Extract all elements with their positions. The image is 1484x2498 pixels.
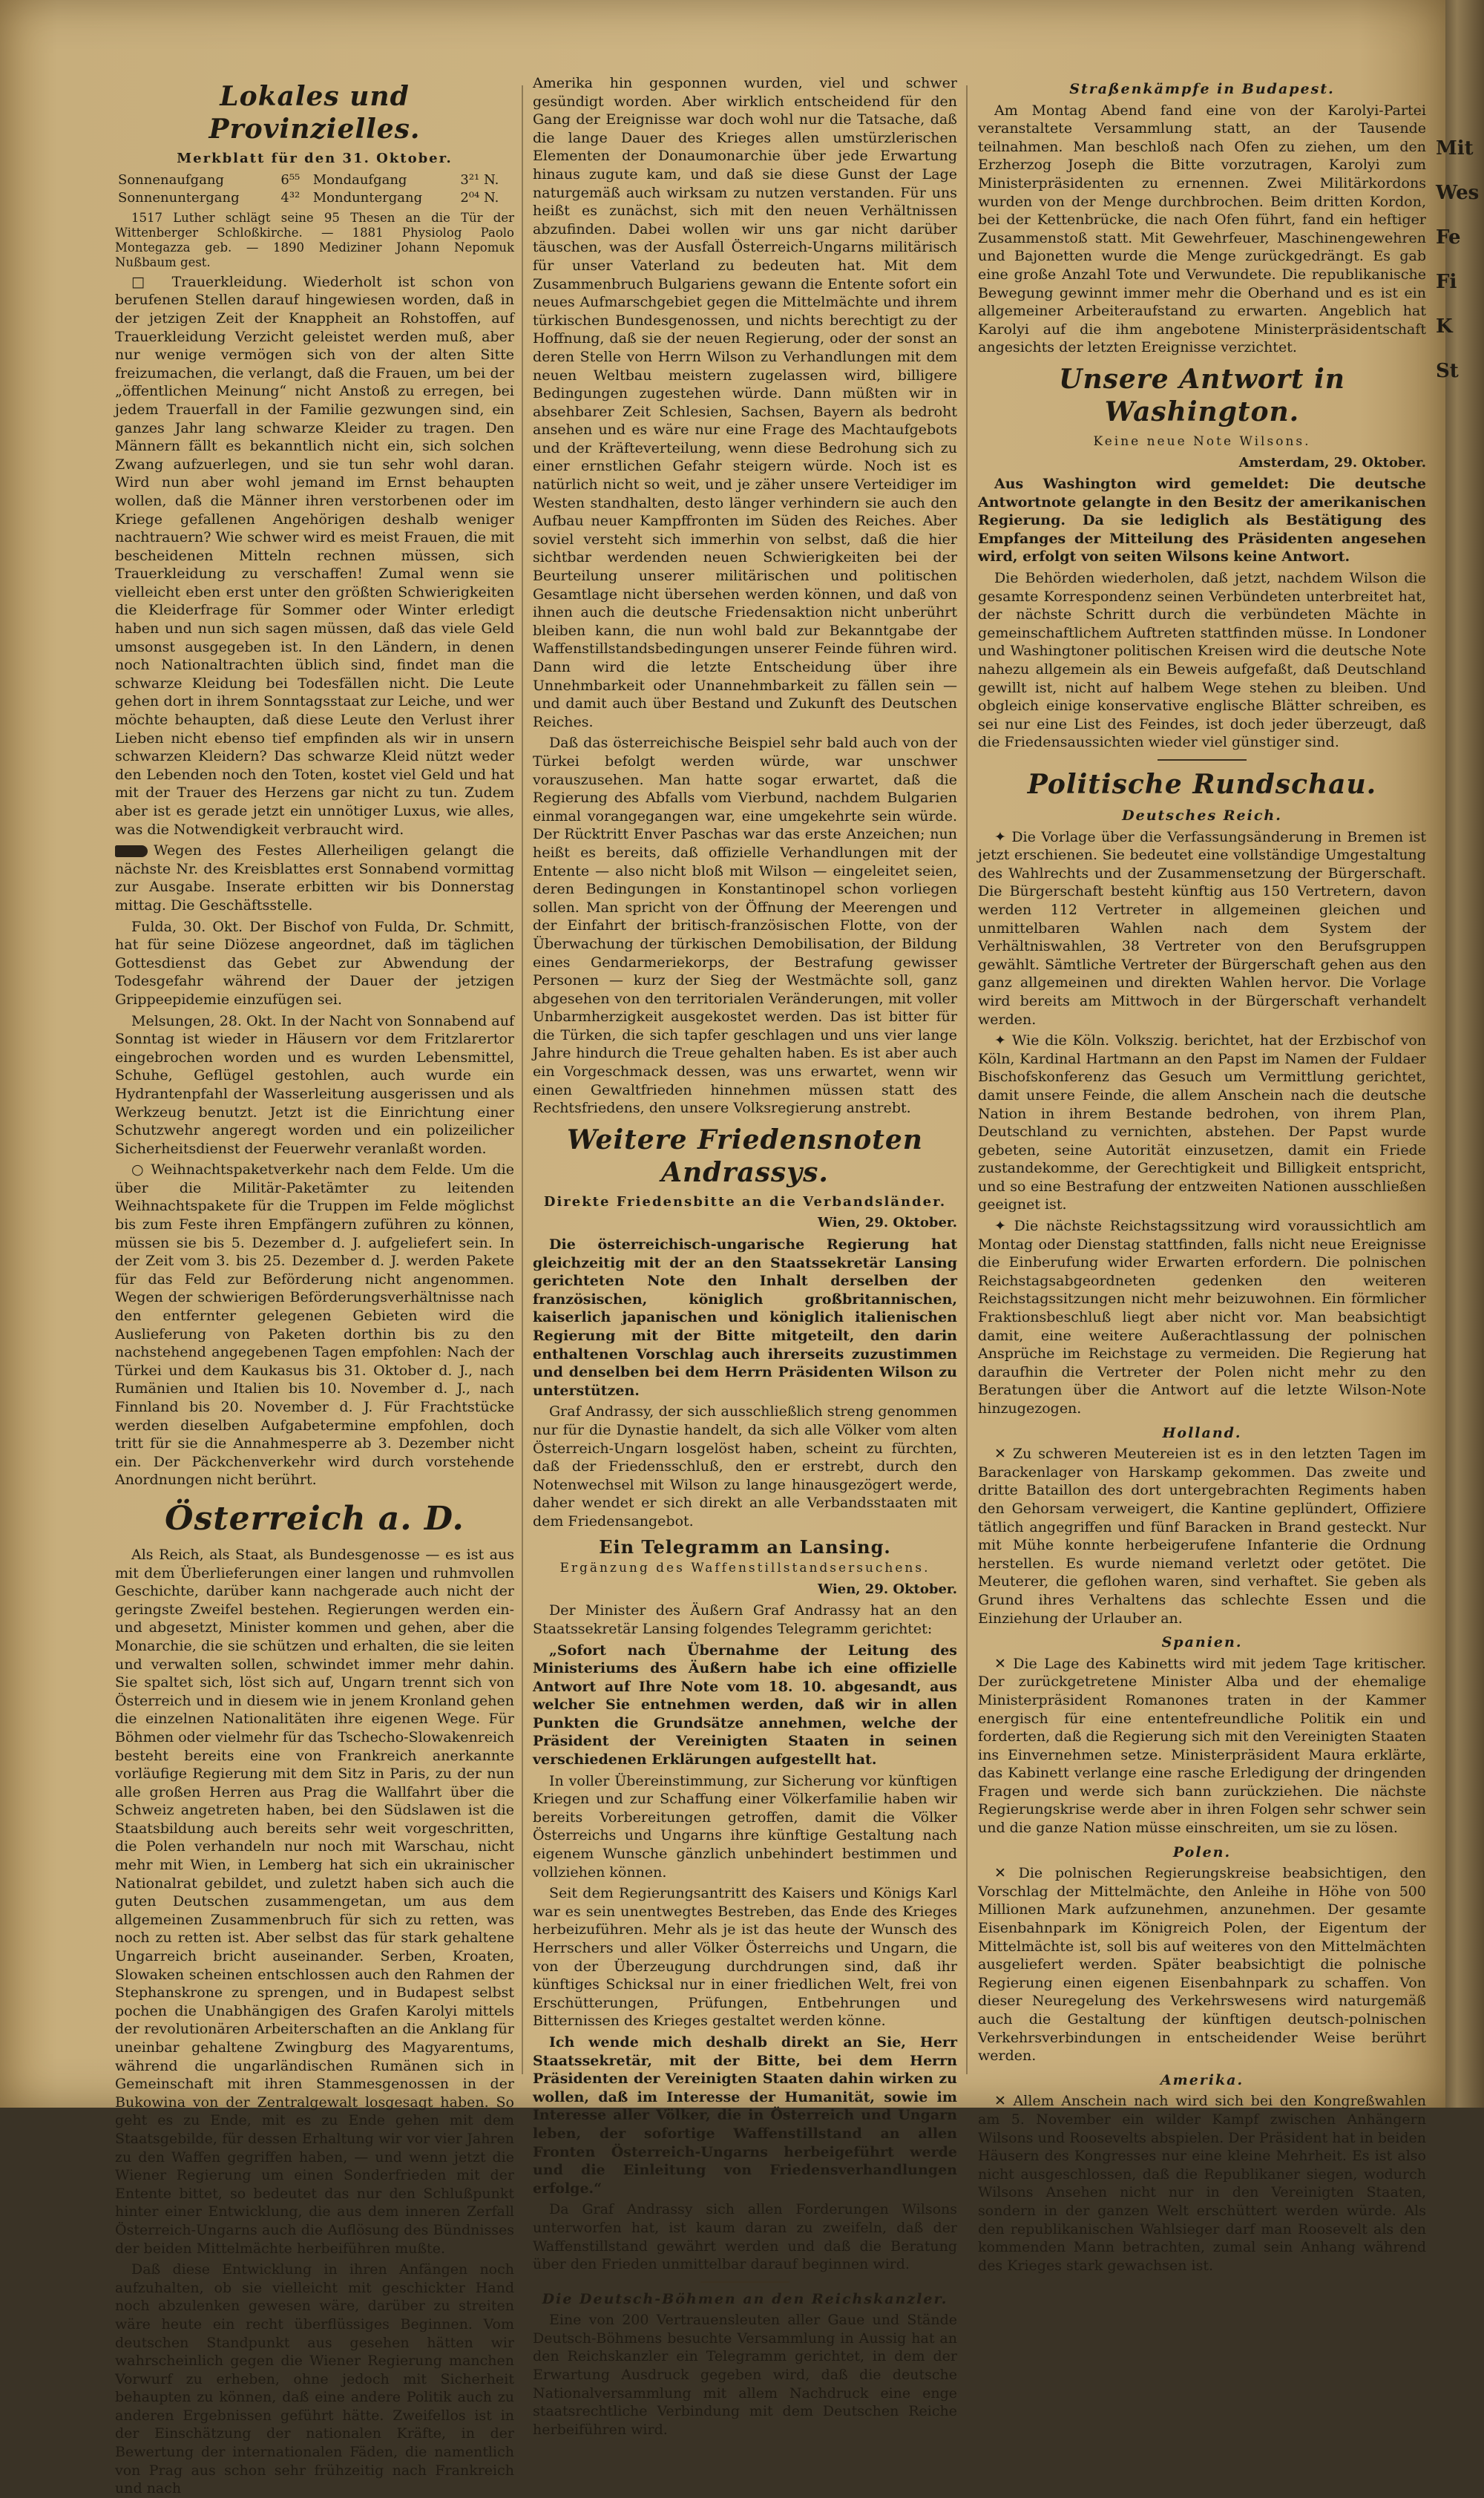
lansing-p1: Der Minister des Äußern Graf Andrassy hat an den Staatssekretär Lansing folgendes Telegramm gerichtet: — [533, 1602, 957, 1637]
edge-fragment: Fi — [1436, 271, 1457, 293]
article-melsungen: Melsungen, 28. Okt. In der Nacht von Sonnabend auf Sonntag ist wieder in Häusern vor dem Fritzlarertor eingebrochen worden und es wurden Lebensmittel, Schuhe, Geflügel gestohlen, auch wurde ein Hydrantenpfahl der Wasserleitung ausgerissen und als Werkzeug benutzt. Jetzt ist die Einrichtung einer Schutzwehr angeregt worden und ein polizeilicher Sicherheitsdienst der Feuerwehr veranlaßt worden. — [115, 1012, 514, 1157]
reich-p1: ✦ Die Vorlage über die Verfassungsänderung in Bremen ist jetzt erschienen. Sie bedeutet eine vollständige Umgestaltung des Wahlrechts und der Zusammensetzung der Bürgerschaft. Die Bürgerschaft besteht künftig aus 150 Vertretern, davon werden 112 Vertreter in allgemeinen gleichen und unmittelbaren Wahlen nach dem System der Verhältniswahlen, 38 Vertreter von den Berufsgruppen gewählt. Sämtliche Vertreter der Bürgerschaft gehen aus den ganz allgemeinen und direkten Wahlen hervor. Die Vorlage wird bereits am Mittwoch in der Bürgerschaft verhandelt werden. — [978, 828, 1426, 1028]
washington-lead: Aus Washington wird gemeldet: Die deutsche Antwortnote gelangte in den Besitz der amerikanischen Regierung. Da sie lediglich als Bestätigung des Empfanges der Mitteilung des Präsidenten angesehen wird, erfolgt von seiten Wilsons keine Antwort. — [978, 476, 1426, 566]
budapest-body: Am Montag Abend fand eine von der Karolyi-Partei veranstaltete Versammlung statt, an der Tausende teilnahmen. Man beschloß nach Ofen zu ziehen, um den Erzherzog Joseph die Bitte vorzutragen, Karolyi zum Ministerpräsidenten zu ernennen. Zwei Militärkordons wurden von der Menge durchbrochen. Beim dritten Kordon, bei der Kettenbrücke, die nach Ofen führt, fand ein heftiger Zusammenstoß statt. Mit Gewehrfeuer, Maschinengewehren und Bajonetten wurde die Menge zurückgedrängt. Es gab eine große Anzahl Tote und Verwundete. Die republikanische Bewegung gewinnt immer mehr die Oberhand und es ist ein allgemeiner Arbeiteraufstand zu erwarten. Angeblich hat Karolyi auf die ihm angebotene Ministerpräsidentschaft angesichts der letzten Ereignisse verzichtet. — [978, 102, 1426, 356]
deutsch-boehmen-body: Eine von 200 Vertrauensleuten aller Gaue und Stände Deutsch-Böhmens besuchte Versammlung in Aussig hat an den Reichskanzler ein Telegramm gerichtet, in dem der Erwartung Ausdruck gegeben wird, daß die deutsche Nationalversammlung mit allem Nachdruck eine enge staatsrechtliche Verbindung mit dem Deutschen Reiche herbeiführen wird. — [533, 2312, 957, 2438]
subhead-deutsches-reich: Deutsches Reich. — [1122, 807, 1282, 824]
article-oesterreich-cont-2: Daß das österreichische Beispiel sehr bald auch von der Türkei befolgt werden würde, war unschwer vorauszusehen. Man hatte sogar erwartet, daß die Regierung des Abfalls vom Vierbund, nachdem Bulgarien einmal vorangegangen war, eine umgekehrte sein würde. Der Rücktritt Enver Paschas war das erste Anzeichen; nun heißt es bereits, daß offizielle Verhandlungen mit der Entente — also nicht bloß mit Wilson — eingeleitet seien, deren Bedingungen in Konstantinopel schon vorliegen sollen. Man spricht von der Öffnung der Meerengen und der Einfahrt der britisch-französischen Flotte, von der Überwachung der türkischen Demobilisation, der Bildung eines Gendarmeriekorps, der Bestrafung gewisser Personen — kurz der Sieg der Westmächte soll, ganz abgesehen von den territorialen Veränderungen, mit voller Unbarmherzigkeit ausgekostet werden. Das ist bitter für die Türken, die sich tapfer geschlagen und uns vier lange Jahre hindurch die Treue gehalten haben. Es ist aber auch ein Vorgeschmack dessen, was uns erwartet, wenn wir einen Gewaltfrieden hinnehmen müssen statt des Rechtsfriedens, den unsere Volksregierung anstrebt. — [533, 735, 957, 1117]
article-trauerkleidung: □ Trauerkleidung. Wiederholt ist schon von berufenen Stellen darauf hingewiesen worden, daß in der jetzigen Zeit der Knappheit an Rohstoffen, auf Trauerkleidung Verzicht geleistet werden muß, aber nur wenige vermögen sich von der alten Sitte freizumachen, die verlangt, daß die Frauen, um bei der „öffentlichen Meinung“ nicht Anstoß zu erregen, bei jedem Trauerfall in der Familie gezwungen sind, ein ganzes Jahr lang schwarze Kleider zu tragen. Den Männern fällt es bekanntlich nicht ein, sich solchen Zwang aufzuerlegen, und sie tun sehr wohl daran. Wird nun aber wohl jemand im Ernst behaupten wollen, daß die Männer ihren verstorbenen oder im Kriege gefallenen Angehörigen deshalb weniger nachtrauern? Wie schwer wird es meist Frauen, die mit bescheidenen Mitteln rechnen müssen, sich Trauerkleidung zu verschaffen! Zumal wenn sie vielleicht eben erst unter den größten Schwierigkeiten die Kleiderfrage für Sommer oder Winter erledigt haben und nun sich sagen müssen, daß das viele Geld umsonst ausgegeben ist. In den Ländern, in denen noch Nationaltrachten üblich sind, findet man die schwarze Kleidung bei Todesfällen nicht. Die Leute gehen dort in ihrem Sonntagsstaat zur Leiche, und wer möchte behaupten, daß diese Leute den Verlust ihrer Lieben nicht ebenso tief empfinden als wir in unsern schwarzen Kleidern? Das schwarze Kleid nützt weder den Lebenden noch den Toten, kostet viel Geld und hat mit der Trauer des Herzens gar nicht zu tun. Zudem aber ist es gerade jetzt ein unnötiger Luxus, wie alles, was die Notwendigkeit verbraucht wird. — [115, 273, 514, 838]
andrassy-lead: Die österreichisch-ungarische Regierung hat gleichzeitig mit der an den Staatssekretär Lansing gerichteten Note den Inhalt derselben der französischen, königlich großbritannischen, kaiserlich japanischen und königlich italienischen Regierung mit der Bitte mitgeteilt, den darin enthaltenen Vorschlag auch ihrerseits zuzustimmen und denselben bei dem Herrn Präsidenten Wilson zu unterstützen. — [533, 1236, 957, 1399]
spanien-body: ✕ Die Lage des Kabinetts wird mit jedem Tage kritischer. Der zurückgetretene Minister Alba und der ehemalige Ministerpräsident Romanones traten in der Kammer energisch für eine ententefreundliche Politik ein und forderten, daß die Regierung sich mit den Vereinigten Staaten ins Einvernehmen setze. Ministerpräsident Maura erklärte, das Kabinett verlange eine rasche Erledigung der dringenden Fragen und werde sich bann zurückziehen. Die nächste Regierungskrise werde aber in ihren Folgen sehr schwer sein und die ganze Nation müsse einschreiten, um sie zu lösen. — [978, 1655, 1426, 1837]
notice-festes-text: Wegen des Festes Allerheiligen gelangt die nächste Nr. des Kreisblattes erst Sonnabend vormittag zur Ausgabe. Inserate erbitten wir bis Donnerstag mittag. Die Geschäftsstelle. — [115, 842, 514, 914]
reich-p2: ✦ Wie die Köln. Volkszig. berichtet, hat der Erzbischof von Köln, Kardinal Hartmann an den Papst im Namen der Fuldaer Bischofskonferenz das Gesuch um Vermittlung gerichtet, damit unsere Feinde, die allem Anschein nach die deutsche Nation in ihrem Bestande bedrohen, von ihrem Plan, Deutschland zu vernichten, abstehen. Der Papst wurde gebeten, seine Autorität einzusetzen, damit ein Friede zustandekomme, der Gerechtigkeit und Billigkeit entspricht, und so eine Bestrafung der entzweiten Nationen ausschließen geeignet ist. — [978, 1032, 1426, 1213]
pointing-hand-icon — [115, 845, 148, 857]
column-rule — [966, 85, 968, 2074]
lansing-subtitle: Ergänzung des Waffenstillstandsersuchens. — [559, 1561, 930, 1576]
washington-subtitle: Keine neue Note Wilsons. — [1093, 433, 1311, 449]
andrassy-subtitle: Direkte Friedensbitte an die Verbandsländer. — [543, 1193, 947, 1210]
column-1 — [115, 74, 514, 2497]
column-3 — [978, 74, 1426, 2274]
moonrise-label: Mondaufgang — [312, 171, 407, 188]
merkblatt-title: Merkblatt für den 31. Oktober. — [177, 151, 453, 166]
sunrise-value: 6⁵⁵ — [280, 171, 301, 188]
andrassy-body: Graf Andrassy, der sich ausschließlich streng genommen nur für die Dynastie handelt, da sich alle Völker vom alten Österreich-Ungarn losgelöst haben, scheint zu fürchten, daß der Friedensschluß, den er erstrebt, durch den Notenwechsel mit Wilson zu lange hinausgezögert werde, daher wendet er sich direkt an alle Verbandsstaaten mit dem Friedensangebot. — [533, 1403, 957, 1530]
headline-deutsch-boehmen: Die Deutsch-Böhmen an den Reichskanzler. — [542, 2290, 948, 2307]
andrassy-dateline: Wien, 29. Oktober. — [818, 1215, 957, 1231]
sunset-label: Sonnenuntergang — [118, 190, 240, 206]
headline-budapest: Straßenkämpfe in Budapest. — [1069, 81, 1335, 97]
article-oesterreich-cont: Amerika hin gesponnen wurden, viel und schwer gesündigt worden. Aber wirklich entscheidend für den Gang der Ereignisse war doch wohl nur die Tatsache, daß die lange Dauer des Krieges allen umstürzlerischen Elementen der Donaumonarchie über jede Erwartung hinaus zugute kam, und daß sie diese Gunst der Lage naturgemäß auch wirksam zu nutzen verstanden. Für uns heißt es zunächst, sich mit den neuen Verhältnissen abzufinden. Dabei wollen wir uns gar nicht darüber täuschen, was der Ausfall Österreich-Ungarns militärisch für unser Vaterland zu bedeuten hat. Mit dem Zusammenbruch Bulgariens gewann die Entente sofort ein neues Aufmarschgebiet gegen die Mittelmächte und ihrem türkischen Bundesgenossen, und nichts berechtigt zu der Hoffnung, daß sie der neuen Regierung, oder der sonst an deren Stelle von Herrn Wilson zu Verhandlungen mit dem neuen Weltbau meistern zugelassen wird, billigere Bedingungen zugestehen würde. Dann müßten wir in absehbarer Zeit Schlesien, Sachsen, Bayern als bedroht ansehen und es wäre nur eine Frage des Machtaufgebots und der Kräfteverteilung, wenn diese Bedrohung sich zu einer ernstlichen Gefahr steigern würde. Noch ist es natürlich nicht so weit, und je zäher unsere Verteidiger im Westen standhalten, desto länger verhindern sie auch den Aufbau neuer Kampffronten im Süden des Reiches. Aber soviel versteht sich immerhin von selbst, daß die hier sichtbar werdenden neuen Schwierigkeiten bei der Beurteilung unserer militärischen und politischen Gesamtlage nicht übersehen werden können, und daß von ihnen auch die deutsche Friedensaktion nicht unberührt bleiben kann, die nun wohl bald zur Bekanntgabe der Waffenstillstandsbedingungen unserer Feinde führen wird. Dann wird die letzte Entscheidung über ihre Unnehmbarkeit oder Unannehmbarkeit zu fällen sein — und damit auch über Bestand und Zukunft des Deutschen Reiches. — [533, 75, 957, 730]
edge-fragment: Mit — [1436, 137, 1474, 160]
headline-politische-rundschau: Politische Rundschau. — [1027, 769, 1377, 800]
sunset-value: 4³² — [280, 190, 301, 206]
moonset-label: Monduntergang — [312, 190, 423, 206]
column-rule — [522, 85, 523, 2074]
subhead-spanien: Spanien. — [1161, 1634, 1243, 1651]
article-weihnachtspakete: ○ Weihnachtspaketverkehr nach dem Felde. Um die über die Militär-Paketämter zu leitenden Weihnachtspakete für die Truppen im Felde möglichst bis zum Feste ihren Empfängern zuführen zu können, müssen sie bis 5. Dezember d. J. aufgeliefert sein. In der Zeit vom 3. bis 25. Dezember d. J. werden Pakete für das Feld zur Beförderung nicht angenommen. Wegen der schwierigen Beförderungsverhältnisse nach den entfernter gelegenen Gebieten wird die Auslieferung von Paketen dorthin bis zu den nachstehend angegebenen Tagen empfohlen: Nach der Türkei und dem Kaukasus bis 31. Oktober d. J., nach Rumänien und Italien bis 10. November d. J., nach Finnland bis 20. November d. J. Für Frachtstücke werden dieselben Aufgabetermine empfohlen, doch tritt für sie die Annahmesperre ab 3. Dezember nicht ein. Der Päckchenverkehr wird durch vorstehende Anordnungen nicht berührt. — [115, 1161, 514, 1489]
section-heading-local: Lokales und Provinzielles. — [209, 81, 421, 145]
divider — [1158, 759, 1247, 761]
headline-washington: Unsere Antwort in Washington. — [1059, 363, 1345, 427]
historical-notes: 1517 Luther schlägt seine 95 Thesen an die Tür der Wittenberger Schloßkirche. — 1881 Physiolog Paolo Montegazza geb. — 1890 Mediziner Johann Nepomuk Nußbaum gest. — [115, 210, 514, 269]
lansing-p2: „Sofort nach Übernahme der Leitung des Ministeriums des Äußern habe ich eine offizielle Antwort auf Ihre Note vom 18. 10. abgesandt, aus welcher Sie entnehmen werden, daß wir in allen Punkten die Grundsätze annehmen, welche der Präsident der Vereinigten Staaten in seinen verschiedenen Erklärungen aufgestellt hat. — [533, 1642, 957, 1768]
subhead-polen: Polen. — [1172, 1843, 1232, 1861]
next-page-fragments — [1436, 126, 1480, 393]
edge-fragment: St — [1436, 360, 1459, 382]
sunrise-label: Sonnenaufgang — [118, 171, 224, 188]
headline-andrassy: Weitere Friedensnoten Andrassys. — [567, 1124, 923, 1188]
edge-fragment: Wes — [1436, 182, 1480, 204]
subhead-holland: Holland. — [1162, 1424, 1242, 1441]
lansing-p4: Seit dem Regierungsantritt des Kaisers und Königs Karl war es sein unentwegtes Bestreben, das Ende des Krieges herbeizuführen. Mehr als je ist das heute der Wunsch des Herrschers und aller Völker Österreichs und Ungarn, die von der Überzeugung durchdrungen sind, daß ihr künftiges Schicksal nur in einer friedlichen Welt, frei von Erschütterungen, Prüfungen, Entbehrungen und Bitternissen des Krieges gestaltet werden könne. — [533, 1885, 957, 2030]
moonset-value: 2⁰⁴ N. — [460, 190, 499, 206]
moonrise-value: 3²¹ N. — [460, 171, 499, 188]
notice-festes — [115, 842, 514, 914]
article-fulda: Fulda, 30. Okt. Der Bischof von Fulda, Dr. Schmitt, hat für seine Diözese angeordnet, daß im täglichen Gottesdienst das Gebet zur Abwendung der Todesgefahr während der Dauer der jetzigen Grippeepidemie einzufügen sei. — [115, 918, 514, 1008]
holland-body: ✕ Zu schweren Meutereien ist es in den letzten Tagen im Barackenlager von Harskamp gekommen. Das zweite und dritte Bataillon des dort untergebrachten Regiments haben den Gehorsam verweigert, die Kantine geplündert, Offiziere tätlich angegriffen und fünf Baracken in Brand gesteckt. Nur mit Mühe konnte herbeigerufene Infanterie die Ordnung herstellen. Es wurde niemand verletzt oder getötet. Die Meuterer, die geflohen waren, sind verhaftet. Sie geben als Grund ihres Verhaltens das schlechte Essen und die Einziehung der Urlauber an. — [978, 1446, 1426, 1627]
edge-fragment: Fe — [1436, 226, 1461, 249]
reich-p3: ✦ Die nächste Reichstagssitzung wird voraussichtlich am Montag oder Dienstag stattfinden, falls nicht neue Ereignisse die Einberufung wider Erwarten erfordern. Die polnischen Reichstagsabgeordneten gedenken den weiteren Reichstagssitzungen nicht mehr beizuwohnen. Ein förmlicher Fraktionsbeschluß liegt aber nicht vor. Man beabsichtigt damit, eine weitere Außerachtlassung der polnischen Ansprüche im Reichstage zu vermeiden. Die Regierung hat daraufhin die Vertreter der Polen nicht mehr zu den Beratungen über die Antwort auf die letzte Wilson-Note hinzugezogen. — [978, 1218, 1426, 1417]
lansing-p6: Da Graf Andrassy sich allen Forderungen Wilsons unterworfen hat, ist kaum daran zu zweifeln, daß der Waffenstillstand gewährt werden und daß die Beratung über den Frieden unmittelbar darauf beginnen wird. — [533, 2201, 957, 2273]
headline-oesterreich: Österreich a. D. — [165, 1499, 464, 1538]
lansing-p3: In voller Übereinstimmung, zur Sicherung vor künftigen Kriegen und zur Schaffung einer Völkerfamilie haben wir bereits Vorbereitungen getroffen, damit die Völker Österreichs und Ungarns ihre künftige Gestaltung nach eigenem Wunsche gänzlich unbehindert bestimmen und vollziehen können. — [533, 1772, 957, 1881]
washington-dateline: Amsterdam, 29. Oktober. — [1238, 454, 1426, 471]
amerika-body: ✕ Allem Anschein nach wird sich bei den Kongreßwahlen am 5. November ein wilder Kampf zwischen Anhängern Wilsons und Roosevelts abspielen. Der Präsident hat in beiden Häusern des Kongresses nur eine kleine Mehrheit. Es ist also nicht ausgeschlossen, daß die Republikaner siegen, wodurch Wilsons Ansehen nicht nur in den Vereinigten Staaten, sondern in der ganzen Welt erschüttert werden würde. Als den republikanischen Wahlsieger darf man Roosevelt als den kommenden Mann betrachten, zumal sein Anhang während des Krieges stark gewachsen ist. — [978, 2093, 1426, 2274]
lansing-dateline: Wien, 29. Oktober. — [818, 1581, 957, 1597]
article-oesterreich-p1: Als Reich, als Staat, als Bundesgenosse — es ist aus mit dem Überlieferungen einer langen und ruhmvollen Geschichte, darüber kann nachgerade auch nicht der geringste Zweifel bestehen. Regierungen werden ein- und abgesetzt, Minister kommen und gehen, aber die Monarchie, die sie schützen und erhalten, die sie leiten und verwalten sollen, schwindet immer mehr dahin. Sie spaltet sich, löst sich auf, Ungarn trennt sich von Österreich und in diesem wie in jenem Kronland gehen die einzelnen Nationalitäten ihre eigenen Wege. Für Böhmen oder vielmehr für das Tschecho-Slowakenreich besteht bereits eine von Frankreich anerkannte vorläufige Regierung mit dem Sitz in Paris, zu der nun alle großen Herren aus Prag die Wallfahrt über die Schweiz angetreten haben, bei den Südslawen ist die Staatsbildung auch bereits sehr weit vorgeschritten, die Polen verhandeln nur noch mit Warschau, nicht mehr mit Wien, in Lemberg hat sich ein ukrainischer Nationalrat gebildet, und zuletzt haben sich auch die guten Deutschen zusammengetan, um aus dem allgemeinen Zusammenbruch für sich zu retten, was noch zu retten ist. Aber selbst das für stark gehaltene Ungarreich bricht auseinander. Serben, Kroaten, Slowaken scheinen entschlossen auch den Rahmen der Stephanskrone zu sprengen, und in Budapest selbst pochen die Unabhängigen des Grafen Karolyi mittels der revolutionären Arbeiterschaften an die Anklang für uneinbar gehaltene Zwingburg des Magyarentums, während die ungarländischen Rumänen sich in Gemeinschaft mit ihren Stammesgenossen in der Bukowina von der Zentralgewalt losgesagt haben. So geht es zu Ende, mit es zu Ende gehen mit dem Staatsgebilde, für dessen Erhaltung wir vor vier Jahren zu den Waffen gegriffen haben, — und wenn jetzt die Wiener Regierung um einen Sonderfrieden mit der Entente bittet, so bedeutet das nur den Schlußpunkt hinter einer Entwicklung, die aus dem inneren Zerfall Österreich-Ungarns auch die Auflösung des Bündnisses der beiden Mittelmächte herbeiführen mußte. — [115, 1546, 514, 2257]
subhead-amerika: Amerika. — [1160, 2071, 1244, 2088]
washington-body: Die Behörden wiederholen, daß jetzt, nachdem Wilson die gesamte Korrespondenz seinen Verbündeten unterbreitet hat, der nächste Schritt durch die verbündeten Mächte in gemeinschaftlichem Auftreten stattfinden müsse. In Londoner und Washingtoner politischen Kreisen wird die deutsche Note nahezu allgemein als ein Beweis aufgefaßt, daß Deutschland gewillt ist, nicht auf halbem Wege stehen zu bleiben. Und obgleich einige konservative englische Blätter schreiben, es sei nur eine List des Feindes, ist doch jeder überzeugt, daß die Friedensaussichten wieder viel günstiger sind. — [978, 570, 1426, 751]
lansing-p5: Ich wende mich deshalb direkt an Sie, Herr Staatssekretär, mit der Bitte, bei dem Herrn Präsidenten der Vereinigten Staaten dahin wirken zu wollen, daß im Interesse der Humanität, sowie im Interesse aller Völker, die in Österreich und Ungarn leben, der sofortige Waffenstillstand an allen Fronten Österreich-Ungarns herbeigeführt werde und die Einleitung von Friedensverhandlungen erfolge.“ — [533, 2033, 957, 2197]
polen-body: ✕ Die polnischen Regierungskreise beabsichtigen, den Vorschlag der Mittelmächte, den Anleihe in Höhe von 500 Millionen Mark aufzunehmen, anzunehmen. Der gesamte Eisenbahnpark im Königreich Polen, der Eigentum der Mittelmächte ist, soll bis auf weiteres von den Mittelmächten ausgeliefert werden. Später beabsichtigt die polnische Regierung einen eigenen Eisenbahnpark zu schaffen. Von dieser Neuregelung des Verkehrswesens wird naturgemäß auch die Gestaltung der künftigen deutsch-polnischen Verkehrsverbindungen in entscheidender Weise berührt werden. — [978, 1865, 1426, 2065]
column-2 — [533, 74, 957, 2438]
sun-moon-table — [115, 171, 514, 208]
headline-lansing: Ein Telegramm an Lansing. — [599, 1535, 891, 1558]
article-oesterreich-p2: Daß diese Entwicklung in ihren Anfängen noch aufzuhalten, ob sie vielleicht mit geschickter Hand noch abzulenken gewesen wäre, darüber zu streiten wäre heute ein recht überflüssiges Beginnen. Vom deutschen Standpunkt aus gesehen hätten wir wahrscheinlich gegen die Wiener Regierung manchen Vorwurf zu erheben, ohne jedoch mit Sicherheit behaupten zu können, daß eine andere Politik auch zu anderen Ergebnissen geführt hätte. Zweifellos ist in der Einschätzung der nationalen Kräfte, in der Bewertung der internationalen Fäden, die namentlich von Prag aus schon sehr frühzeitig nach Frankreich und nach — [115, 2261, 514, 2497]
edge-fragment: K — [1436, 315, 1453, 338]
divider — [700, 2281, 789, 2283]
